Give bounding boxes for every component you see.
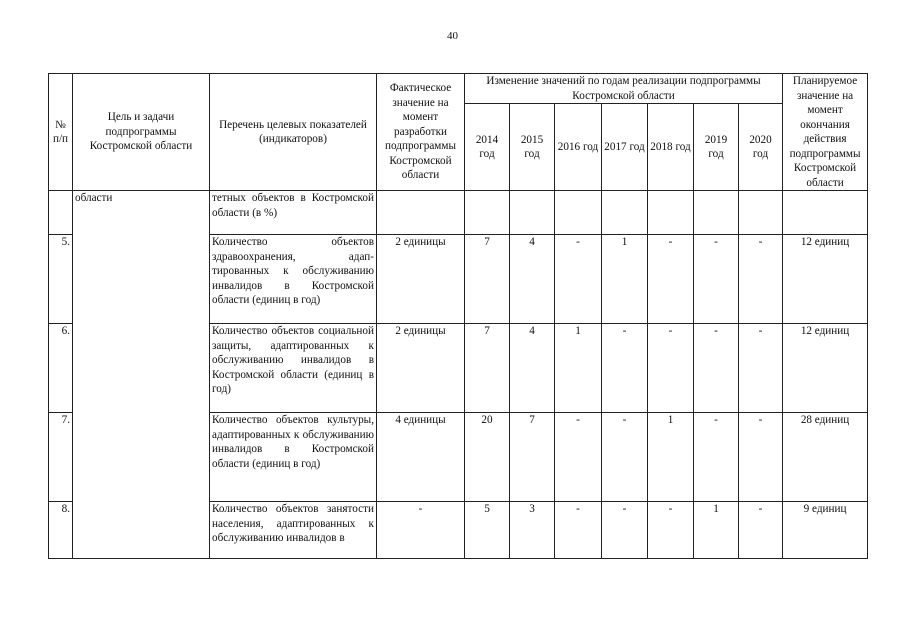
row-year-value: 1 <box>694 502 739 559</box>
row-year-value: 1 <box>602 235 648 324</box>
row-year-value: - <box>694 413 739 502</box>
header-year: 2018 год <box>648 104 694 191</box>
header-num: № п/п <box>49 74 73 191</box>
indicators-table <box>48 73 868 559</box>
page-number: 40 <box>447 30 458 42</box>
header-year: 2015 год <box>510 104 555 191</box>
header-year: 2017 год <box>602 104 648 191</box>
row-year-value: - <box>555 413 602 502</box>
row-year-value: - <box>648 324 694 413</box>
row-year-value <box>555 191 602 235</box>
header-changes: Изменение значений по годам реализации подпрограммы Костромской области <box>465 74 783 104</box>
header-planned: Планируемое значение на момент окончания действия подпрограммы Костромской области <box>783 74 868 191</box>
row-year-value: 1 <box>648 413 694 502</box>
row-num: 8. <box>49 502 73 559</box>
row-num: 7. <box>49 413 73 502</box>
row-year-value: 7 <box>465 235 510 324</box>
row-year-value: - <box>602 324 648 413</box>
row-num: 5. <box>49 235 73 324</box>
row-planned: 28 единиц <box>783 413 868 502</box>
row-year-value <box>648 191 694 235</box>
row-year-value: - <box>648 502 694 559</box>
row-indicator: Количество объектов культуры, адаптированных к обслуживанию инвалидов в Костромской области (единиц в год) <box>210 413 377 502</box>
row-goal: области <box>73 191 210 559</box>
row-year-value: 5 <box>465 502 510 559</box>
row-actual: 4 единицы <box>377 413 465 502</box>
row-indicator: тетных объектов в Костромской области (в %) <box>210 191 377 235</box>
header-indicators: Перечень целевых показателей (индикаторов) <box>210 74 377 191</box>
row-year-value: - <box>602 502 648 559</box>
header-year: 2020 год <box>739 104 783 191</box>
row-planned: 12 единиц <box>783 235 868 324</box>
header-year: 2014 год <box>465 104 510 191</box>
row-year-value: - <box>555 235 602 324</box>
row-planned: 12 единиц <box>783 324 868 413</box>
row-year-value: 4 <box>510 235 555 324</box>
row-num: 6. <box>49 324 73 413</box>
table-row <box>49 191 868 235</box>
row-year-value: - <box>739 413 783 502</box>
row-year-value: - <box>694 235 739 324</box>
row-year-value: - <box>739 324 783 413</box>
row-actual: 2 единицы <box>377 235 465 324</box>
row-year-value: 7 <box>510 413 555 502</box>
row-year-value: - <box>739 502 783 559</box>
row-actual: 2 единицы <box>377 324 465 413</box>
row-year-value <box>602 191 648 235</box>
row-indicator: Количество объектов здравоохранения, адаптированных к обслуживанию инвалидов в Костромской области (единиц в год) <box>210 235 377 324</box>
row-year-value: 3 <box>510 502 555 559</box>
row-num <box>49 191 73 235</box>
header-year: 2019 год <box>694 104 739 191</box>
row-year-value: 1 <box>555 324 602 413</box>
header-actual: Фактическое значение на момент разработки подпрограммы Костромской области <box>377 74 465 191</box>
row-year-value: 20 <box>465 413 510 502</box>
row-year-value <box>465 191 510 235</box>
row-year-value: - <box>648 235 694 324</box>
row-actual: - <box>377 502 465 559</box>
row-year-value: - <box>602 413 648 502</box>
row-indicator: Количество объектов занятости населения, адаптированных к обслуживанию инвалидов в <box>210 502 377 559</box>
header-row-1 <box>49 74 868 104</box>
header-year: 2016 год <box>555 104 602 191</box>
row-indicator: Количество объектов социальной защиты, адаптированных к обслуживанию инвалидов в Костромской области (единиц в год) <box>210 324 377 413</box>
row-actual <box>377 191 465 235</box>
row-year-value <box>739 191 783 235</box>
header-goal: Цель и задачи подпрограммы Костромской области <box>73 74 210 191</box>
row-year-value: - <box>694 324 739 413</box>
row-planned <box>783 191 868 235</box>
row-year-value: 7 <box>465 324 510 413</box>
row-year-value: - <box>739 235 783 324</box>
row-year-value: - <box>555 502 602 559</box>
row-year-value <box>694 191 739 235</box>
row-planned: 9 единиц <box>783 502 868 559</box>
row-year-value: 4 <box>510 324 555 413</box>
row-year-value <box>510 191 555 235</box>
